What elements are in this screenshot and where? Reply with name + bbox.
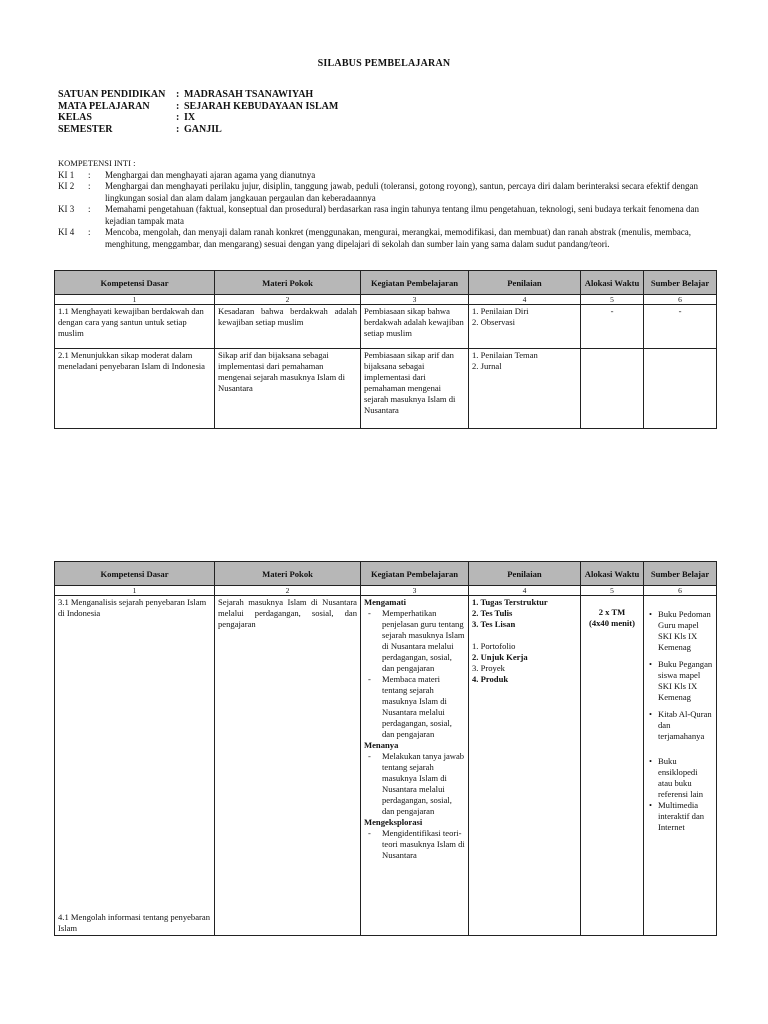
column-number-row — [55, 295, 717, 305]
list-item — [364, 674, 465, 740]
identity-row — [58, 101, 338, 113]
kd-cell — [55, 596, 215, 936]
ki-text: Menghargai dan menghayati ajaran agama yang dianutnya — [105, 169, 316, 180]
kd-cell: 2.1 Menunjukkan sikap moderat dalam meneladani penyebaran Islam di Indonesia — [55, 349, 215, 429]
header-kompetensi-dasar: Kompetensi Dasar — [55, 562, 215, 586]
alokasi-line: (4x40 menit) — [588, 618, 636, 628]
header-sumber-belajar: Sumber Belajar — [644, 271, 717, 295]
penilaian-item: 3. Proyek — [472, 663, 505, 673]
column-number: 2 — [215, 586, 361, 596]
table-header-row — [55, 271, 717, 295]
sumber-cell — [644, 596, 717, 936]
identity-row — [58, 124, 338, 136]
list-item — [647, 800, 713, 833]
ki-text: Menghargai dan menghayati perilaku jujur, disiplin, tanggung jawab, peduli (toleransi, gotong royong), santun, percaya diri dalam berinteraksi secara efektif dengan lingkungan sosial dan alam dalam jangkauan pergaulan dan keberadaannya — [105, 181, 699, 203]
identity-block — [58, 89, 338, 135]
identity-sep: : — [176, 112, 180, 123]
kegiatan-cell: Pembiasaan sikap arif dan bijaksana sebagai implementasi dari pemahaman mengenai sejarah masuknya Islam di Nusantara — [361, 349, 469, 429]
column-number: 6 — [644, 586, 717, 596]
ki-item — [58, 181, 708, 204]
identity-row — [58, 112, 338, 124]
column-number: 3 — [361, 586, 469, 596]
column-number: 5 — [581, 586, 644, 596]
header-penilaian: Penilaian — [469, 562, 581, 586]
penilaian-item: 1. Penilaian Diri — [472, 306, 529, 316]
dash-marker: - — [368, 751, 371, 761]
sumber-text: Kitab Al-Quran dan terjamahanya — [658, 709, 712, 741]
table-row — [55, 596, 717, 936]
list-item — [647, 756, 713, 800]
alokasi-line: 2 x TM — [598, 607, 626, 617]
kompetensi-inti-block — [58, 158, 708, 250]
penilaian-item: 2. Jurnal — [472, 361, 502, 371]
identity-value: MADRASAH TSANAWIYAH — [184, 89, 314, 100]
header-kegiatan: Kegiatan Pembelajaran — [361, 271, 469, 295]
ki-text: Memahami pengetahuan (faktual, konseptual dan prosedural) berdasarkan rasa ingin tahunya tentang ilmu pengetahuan, teknologi, seni budaya terkait fenomena dan kejadian tampak mata — [105, 204, 700, 226]
header-materi-pokok: Materi Pokok — [215, 562, 361, 586]
activity-text: Memperhatikan penjelasan guru tentang sejarah masuknya Islam di Nusantara melalui perdagangan, sosial, dan pengajaran — [382, 608, 465, 673]
syllabus-table-1 — [54, 270, 717, 429]
penilaian-cell — [469, 305, 581, 349]
ki-key: KI 1 — [58, 169, 75, 180]
identity-sep: : — [176, 89, 180, 100]
alokasi-cell — [581, 596, 644, 936]
list-item — [647, 609, 713, 653]
list-item — [647, 659, 713, 703]
activity-heading: Mengeksplorasi — [364, 817, 423, 827]
table-header-row — [55, 562, 717, 586]
bullet-marker: • — [649, 709, 653, 719]
sumber-text: Multimedia interaktif dan Internet — [658, 800, 705, 832]
sumber-cell: - — [644, 305, 717, 349]
ki-item — [58, 170, 708, 182]
identity-row — [58, 89, 338, 101]
sumber-list — [647, 597, 713, 833]
bullet-marker: • — [649, 756, 653, 766]
column-number: 4 — [469, 295, 581, 305]
penilaian-item: 1. Portofolio — [472, 641, 516, 651]
materi-cell: Sikap arif dan bijaksana sebagai implementasi dari pemahaman mengenai sejarah masuknya Islam di Nusantara — [215, 349, 361, 429]
alokasi-cell: - — [581, 305, 644, 349]
ki-key: KI 3 — [58, 204, 75, 214]
table-row — [55, 305, 717, 349]
alokasi-cell — [581, 349, 644, 429]
ki-heading: KOMPETENSI INTI : — [58, 158, 136, 168]
materi-cell: Kesadaran bahwa berdakwah adalah kewajiban setiap muslim — [215, 305, 361, 349]
penilaian-item: 1. Penilaian Teman — [472, 350, 538, 360]
penilaian-item: 2. Tes Tulis — [472, 608, 513, 618]
table-row — [55, 349, 717, 429]
column-number: 6 — [644, 295, 717, 305]
sumber-text: Buku ensiklopedi atau buku referensi lain — [658, 756, 704, 799]
activity-heading: Mengamati — [364, 597, 407, 607]
dash-marker: - — [368, 828, 371, 838]
header-sumber-belajar: Sumber Belajar — [644, 562, 717, 586]
ki-key: KI 2 — [58, 181, 75, 191]
list-item — [647, 709, 713, 742]
materi-cell: Sejarah masuknya Islam di Nusantara melalui perdagangan, sosial, dan pengajaran — [215, 596, 361, 936]
kd-item: 4.1 Mengolah informasi tentang penyebaran Islam — [58, 912, 211, 933]
identity-key: MATA PELAJARAN — [58, 100, 150, 112]
identity-key: SATUAN PENDIDIKAN — [58, 89, 166, 100]
ki-key: KI 4 — [58, 227, 75, 237]
sumber-cell — [644, 349, 717, 429]
list-item — [364, 828, 465, 861]
ki-item — [58, 204, 708, 227]
kd-cell: 1.1 Menghayati kewajiban berdakwah dan dengan cara yang santun untuk setiap muslim — [55, 305, 215, 349]
kd-item: 3.1 Menganalisis sejarah penyebaran Islam di Indonesia — [58, 597, 207, 618]
ki-sep: : — [88, 227, 91, 237]
bullet-marker: • — [649, 800, 653, 810]
penilaian-item: 1. Tugas Terstruktur — [472, 597, 548, 607]
column-number: 4 — [469, 586, 581, 596]
kegiatan-cell — [361, 596, 469, 936]
activity-heading: Menanya — [364, 740, 399, 750]
document-title: SILABUS PEMBELAJARAN — [317, 58, 451, 69]
column-number-row — [55, 586, 717, 596]
penilaian-item: 2. Observasi — [472, 317, 515, 327]
list-item — [364, 608, 465, 674]
ki-item — [58, 227, 708, 250]
penilaian-item: 4. Produk — [472, 674, 509, 684]
penilaian-item: 2. Unjuk Kerja — [472, 652, 528, 662]
activity-list — [364, 751, 465, 817]
header-alokasi-waktu: Alokasi Waktu — [581, 562, 644, 586]
header-materi-pokok: Materi Pokok — [215, 271, 361, 295]
activity-text: Membaca materi tentang sejarah masuknya Islam di Nusantara melalui perdagangan, sosial, dan pengajaran — [382, 674, 452, 739]
kegiatan-cell: Pembiasaan sikap bahwa berdakwah adalah kewajiban setiap muslim — [361, 305, 469, 349]
identity-value: SEJARAH KEBUDAYAAN ISLAM — [184, 100, 339, 112]
dash-marker: - — [368, 608, 371, 618]
identity-value: IX — [184, 112, 196, 123]
bullet-marker: • — [649, 659, 653, 669]
header-penilaian: Penilaian — [469, 271, 581, 295]
list-item — [364, 751, 465, 817]
column-number: 3 — [361, 295, 469, 305]
column-number: 5 — [581, 295, 644, 305]
identity-value: GANJIL — [184, 123, 222, 135]
activity-text: Melakukan tanya jawab tentang sejarah masuknya Islam di Nusantara melalui perdagangan, sosial, dan pengajaran — [382, 751, 465, 816]
column-number: 2 — [215, 295, 361, 305]
identity-key: SEMESTER — [58, 123, 113, 135]
activity-text: Mengidentifikasi teori-teori masuknya Islam di Nusantara — [382, 828, 465, 860]
syllabus-table-2 — [54, 561, 717, 936]
ki-sep: : — [88, 181, 91, 191]
dash-marker: - — [368, 674, 371, 684]
header-alokasi-waktu: Alokasi Waktu — [581, 271, 644, 295]
header-kegiatan: Kegiatan Pembelajaran — [361, 562, 469, 586]
ki-text: Mencoba, mengolah, dan menyaji dalam ranah konkret (menggunakan, mengurai, merangkai, memodifikasi, dan membuat) dan ranah abstrak (menulis, membaca, menghitung, menggambar, dan mengarang) sesuai dengan yang dipelajari di sekolah dan sumber lain yang sama dalam sudut pandang/teori. — [105, 227, 692, 249]
ki-sep: : — [88, 169, 91, 180]
column-number: 1 — [55, 295, 215, 305]
penilaian-cell — [469, 596, 581, 936]
ki-sep: : — [88, 204, 91, 214]
activity-list — [364, 828, 465, 861]
identity-sep: : — [176, 123, 180, 135]
header-kompetensi-dasar: Kompetensi Dasar — [55, 271, 215, 295]
bullet-marker: • — [649, 609, 653, 619]
column-number: 1 — [55, 586, 215, 596]
identity-key: KELAS — [58, 112, 92, 123]
penilaian-cell — [469, 349, 581, 429]
sumber-text: Buku Pedoman Guru mapel SKI Kls IX Kemenag — [658, 609, 711, 652]
activity-list — [364, 608, 465, 740]
identity-sep: : — [176, 100, 180, 112]
sumber-text: Buku Pegangan siswa mapel SKI Kls IX Kemenag — [658, 659, 713, 702]
penilaian-item: 3. Tes Lisan — [472, 619, 516, 629]
